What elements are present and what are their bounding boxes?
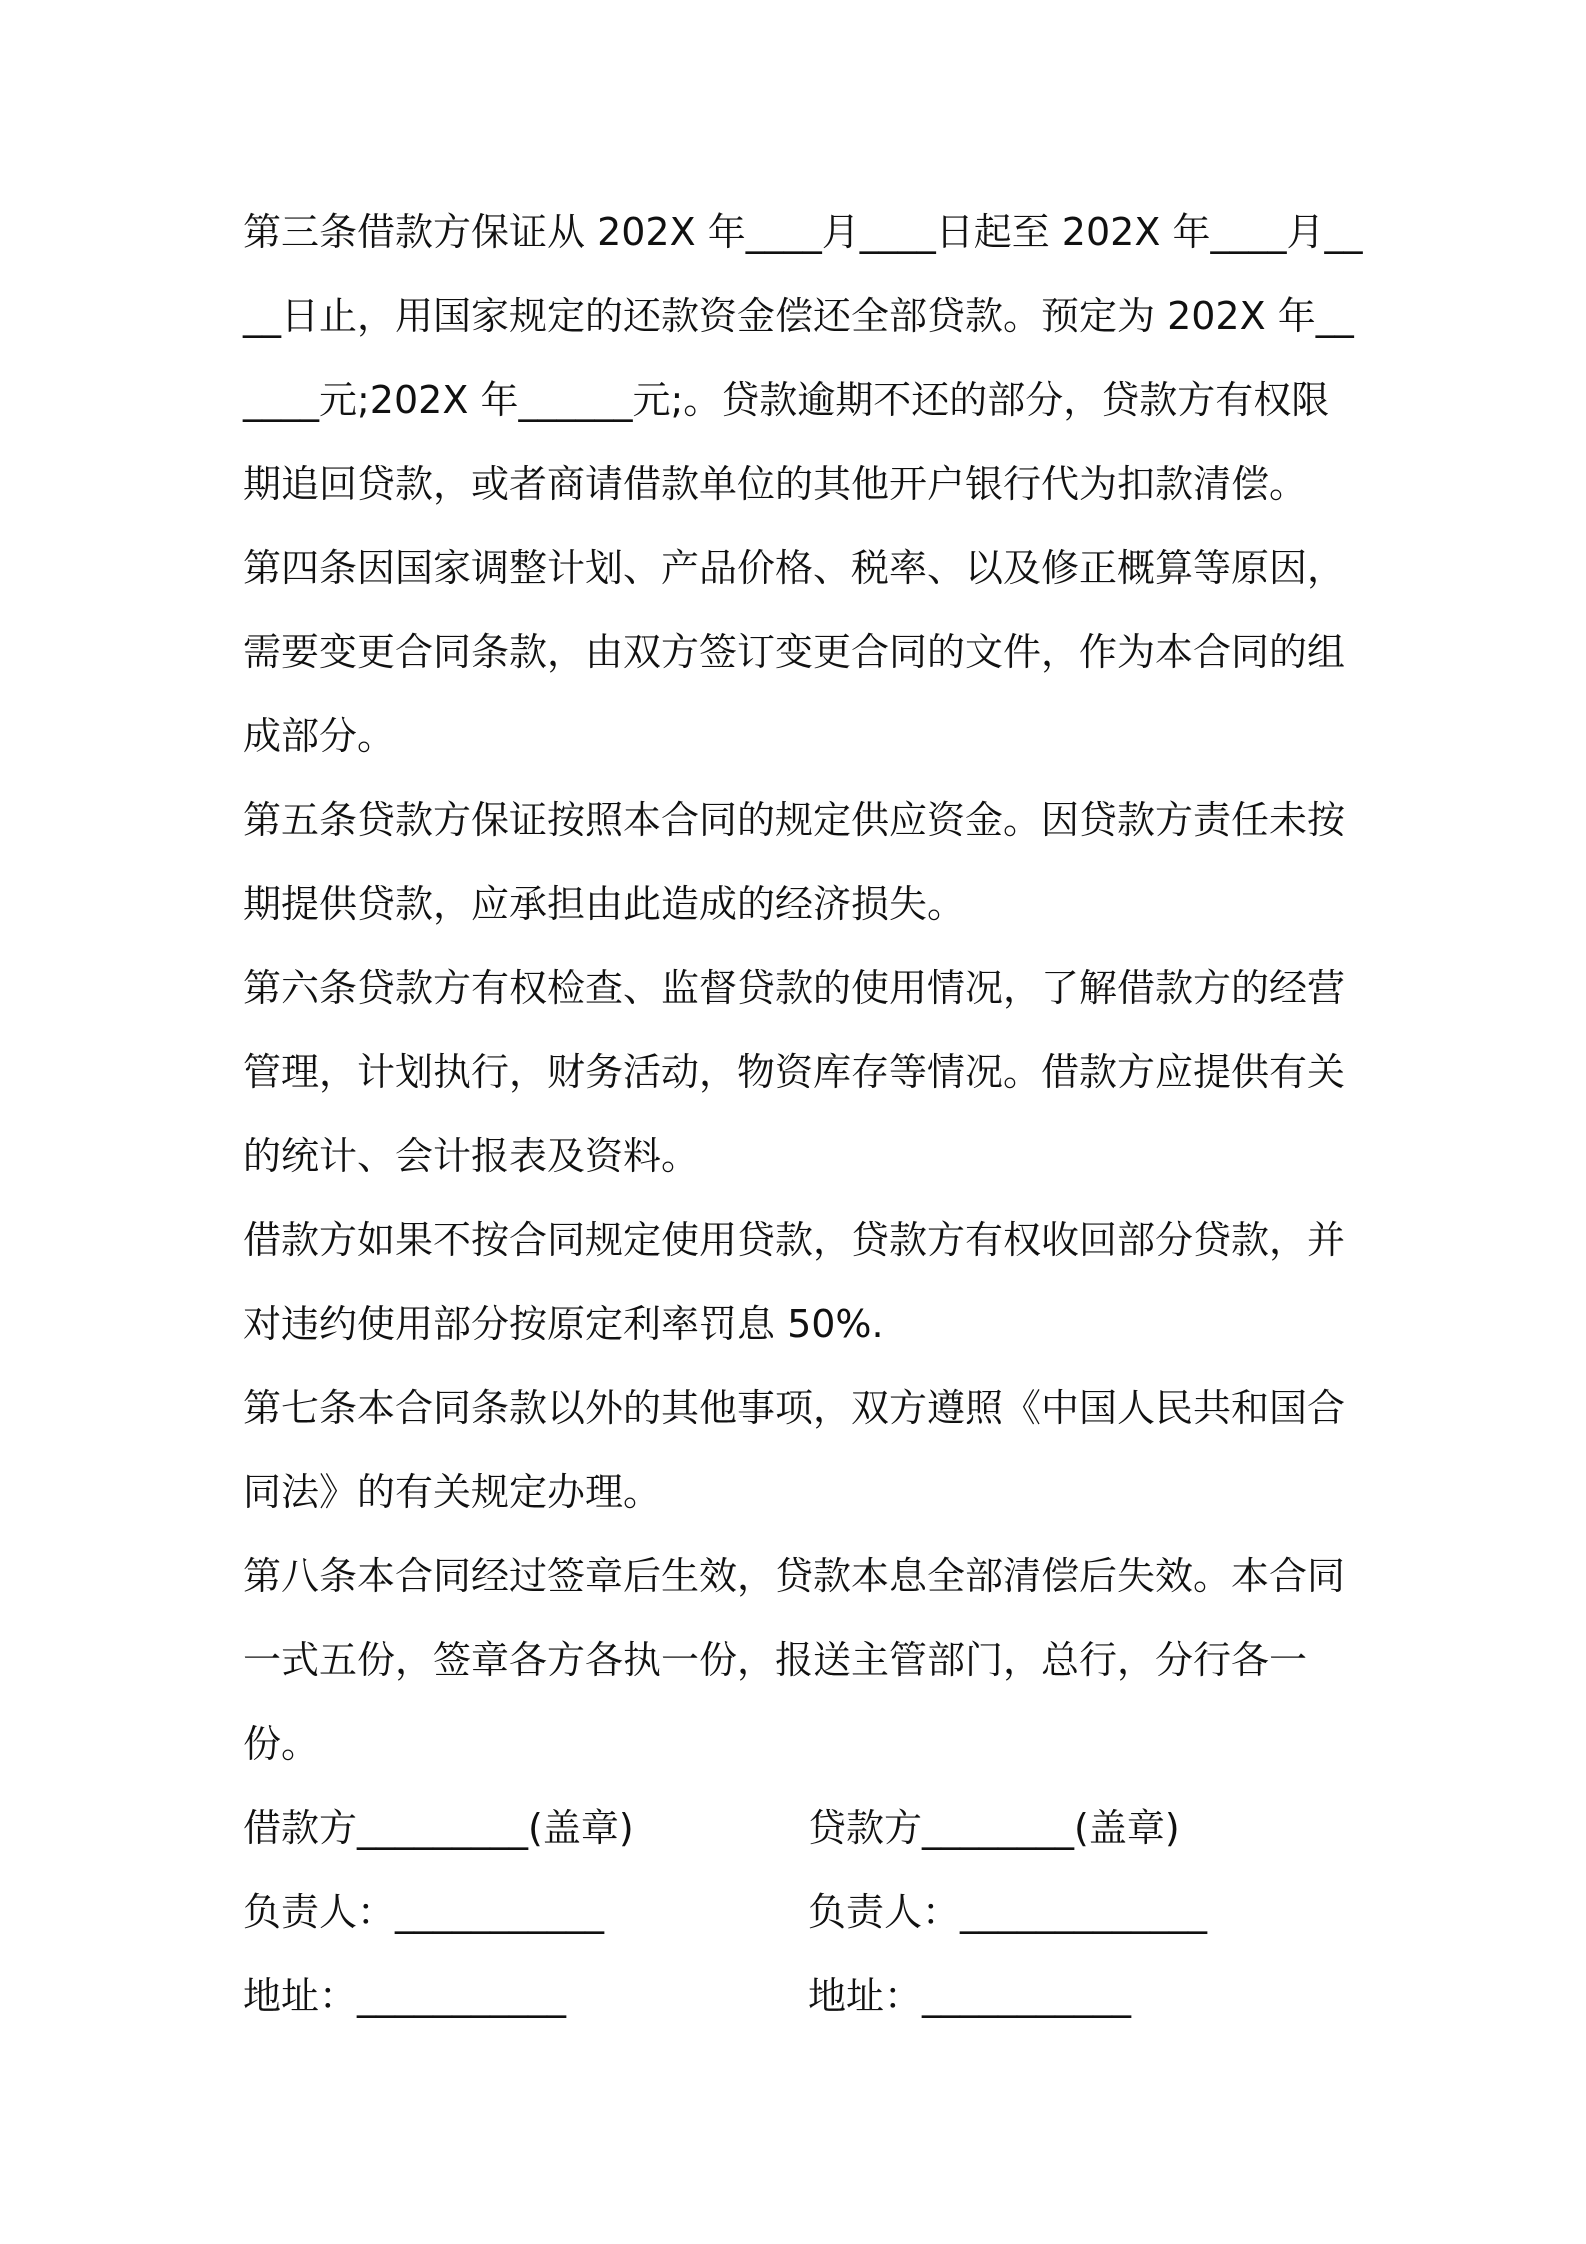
- signature-row-responsible: [243, 1870, 1363, 1954]
- borrower-address: 地址：___________: [243, 1974, 567, 2018]
- borrower-responsible: 负责人：___________: [243, 1890, 605, 1934]
- clause-6: 第六条贷款方有权检查、监督贷款的使用情况，了解借款方的经营管理，计划执行，财务活动，物资库存等情况。借款方应提供有关的统计、会计报表及资料。: [243, 966, 1346, 1178]
- clause-5: 第五条贷款方保证按照本合同的规定供应资金。因贷款方责任未按期提供贷款，应承担由此造成的经济损失。: [243, 798, 1346, 926]
- signature-row-party: [243, 1786, 1363, 1870]
- signature-row-address: [243, 1954, 1363, 2038]
- lender-responsible: 负责人：_____________: [808, 1890, 1208, 1934]
- clause-6-penalty: 借款方如果不按合同规定使用贷款，贷款方有权收回部分贷款，并对违约使用部分按原定利率罚息 50%.: [243, 1218, 1346, 1346]
- clause-4: 第四条因国家调整计划、产品价格、税率、以及修正概算等原因，需要变更合同条款，由双方签订变更合同的文件，作为本合同的组成部分。: [243, 546, 1346, 758]
- borrower-party: 借款方_________(盖章): [243, 1806, 634, 1850]
- signature-block: [243, 1786, 1363, 2038]
- clause-7: 第七条本合同条款以外的其他事项，双方遵照《中国人民共和国合同法》的有关规定办理。: [243, 1386, 1346, 1514]
- document-body: [243, 190, 1363, 2038]
- lender-party: 贷款方________(盖章): [808, 1806, 1180, 1850]
- clause-8: 第八条本合同经过签章后生效，贷款本息全部清偿后失效。本合同一式五份，签章各方各执一份，报送主管部门，总行，分行各一份。: [243, 1554, 1346, 1766]
- clause-3: 第三条借款方保证从 202X 年____月____日起至 202X 年____月____日止，用国家规定的还款资金偿还全部贷款。预定为 202X 年______元;202X 年______元;。贷款逾期不还的部分，贷款方有权限期追回贷款，或者商请借款单位的其他开户银行代为扣款清偿。: [243, 210, 1363, 506]
- lender-address: 地址：___________: [808, 1974, 1132, 2018]
